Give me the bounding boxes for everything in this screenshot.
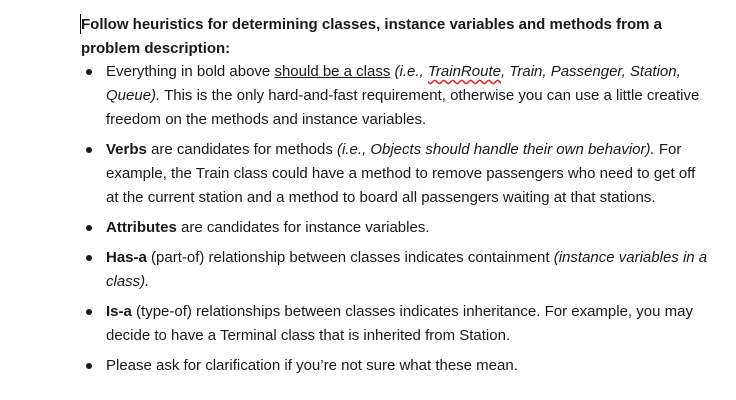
bullet-dot-icon [86, 69, 92, 75]
list-item: Verbs are candidates for methods (i.e., Objects should handle their own behavior). For example, the Train class could have a method to remove passengers who need to get off at the current station and a method to board all passengers waiting at that stations. [81, 138, 711, 210]
underlined-phrase: should be a class [274, 63, 391, 80]
bullet-list [81, 60, 711, 384]
bullet-dot-icon [86, 363, 92, 369]
document-heading: Follow heuristics for determining classes, instance variables and methods from a problem description: [81, 16, 663, 57]
bold-term: Attributes [106, 219, 177, 236]
list-item: Is-a (type-of) relationships between classes indicates inheritance. For example, you may decide to have a Terminal class that is inherited from Station. [81, 300, 711, 348]
spellcheck-flagged-word[interactable]: TrainRoute [427, 63, 501, 80]
bullet-dot-icon [86, 225, 92, 231]
bold-term: Verbs [106, 141, 147, 158]
bullet-dot-icon [86, 309, 92, 315]
list-item: Please ask for clarification if you’re not sure what these mean. [81, 354, 711, 378]
list-item: Has-a (part-of) relationship between classes indicates containment (instance variables in a class). [81, 246, 711, 294]
bold-term: Is-a [106, 303, 132, 320]
list-item: Everything in bold above should be a class (i.e., TrainRoute, Train, Passenger, Station, Queue). This is the only hard-and-fast requirement, otherwise you can use a little creative freedom on the methods and instance variables. [81, 60, 711, 132]
bold-term: Has-a [106, 249, 147, 266]
list-item: Attributes are candidates for instance variables. [81, 216, 711, 240]
bullet-dot-icon [86, 255, 92, 261]
bullet-dot-icon [86, 147, 92, 153]
